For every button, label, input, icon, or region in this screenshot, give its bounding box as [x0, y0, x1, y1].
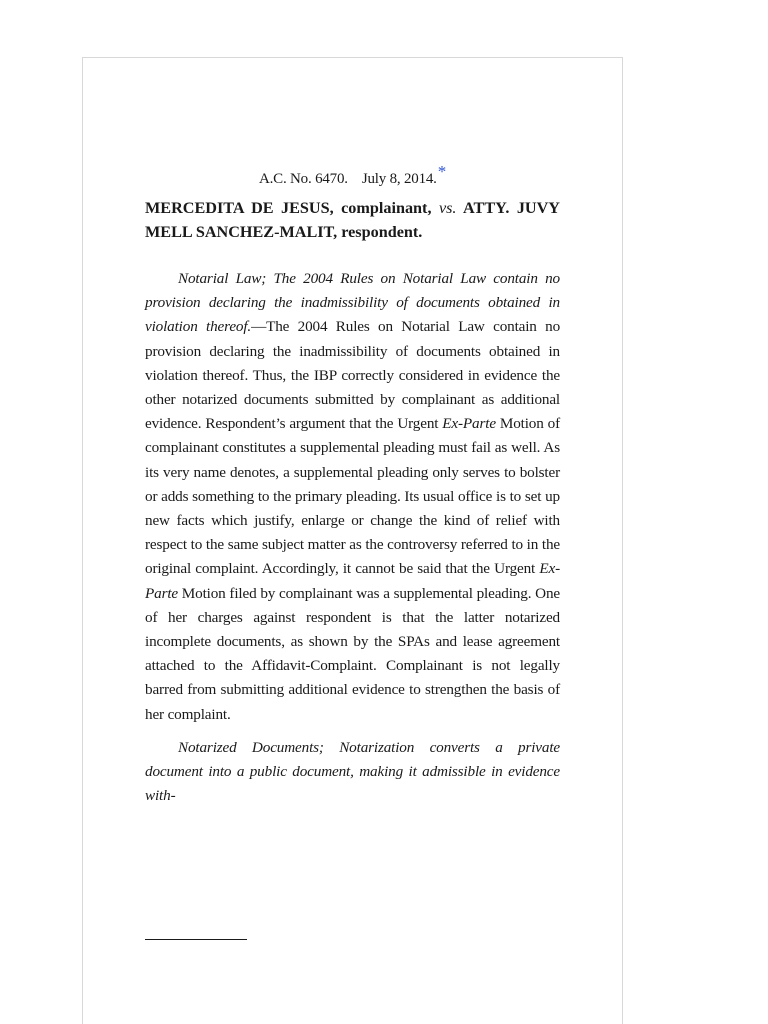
case-number: A.C. No. 6470.: [258, 171, 348, 187]
syllabus-text-1c: Motion filed by complainant was a supplemental pleading. One of her charges against respondent is that the latter notarized incomplete documents, as shown by the SPAs and lease agreement attached to the Affidavit-Complaint. Complainant is not legally barred from submitting additional evidence to strengthen the basis of her complaint.: [145, 584, 560, 723]
decision-date: July 8, 2014.: [361, 171, 437, 187]
syllabus-heading-2: Notarized Documents; Notarization converts a private document into a public document, making it admissible in evidence with-: [145, 738, 560, 805]
respondent-name: ATTY. JUVY MELL SANCHEZ-MALIT, respondent.: [145, 199, 560, 241]
footnote-divider: [145, 939, 247, 940]
footnote-marker[interactable]: *: [437, 162, 447, 181]
syllabus-paragraph-2: [145, 736, 560, 809]
complainant-name: MERCEDITA DE JESUS, complainant,: [145, 199, 432, 217]
document-page: [82, 57, 623, 1024]
syllabus-paragraph-1: [145, 267, 560, 727]
latin-term-2: Ex-Parte: [145, 560, 560, 602]
syllabus-text-1b: Motion of complainant constitutes a supplemental pleading must fail as well. As its very name denotes, a supplemental pleading only serves to bolster or adds something to the primary pleading. Its usual office is to set up new facts which justify, enlarge or change the kind of relief with respect to the same subject matter as the controversy referred to in the original complaint. Accordingly, it cannot be said that the Urgent: [145, 415, 560, 578]
versus-label: vs.: [438, 199, 457, 217]
case-parties: [145, 196, 560, 244]
page-content: [145, 162, 561, 817]
case-header: [145, 162, 560, 188]
syllabus-heading-1: Notarial Law; The 2004 Rules on Notarial Law contain no provision declaring the inadmissibility of documents obtained in violation thereof.: [145, 270, 560, 336]
latin-term-1: Ex-Parte: [442, 415, 496, 433]
syllabus-text-1a: —The 2004 Rules on Notarial Law contain no provision declaring the inadmissibility of documents obtained in violation thereof. Thus, the IBP correctly considered in evidence the other notarized documents submitted by complainant as additional evidence. Respondent’s argument that the Urgent: [145, 318, 561, 433]
